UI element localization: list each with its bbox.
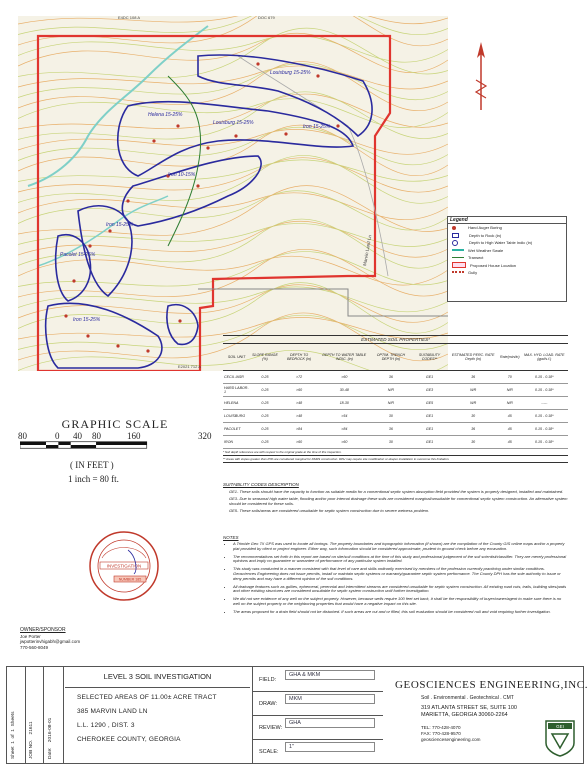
table-cell: N/R — [447, 384, 499, 397]
table-cell: >72 — [280, 371, 319, 384]
legend-item: Proposed House Location — [448, 262, 566, 270]
table-header-row — [223, 344, 568, 371]
boring-point-icon[interactable] — [88, 244, 91, 247]
boring-point-icon[interactable] — [178, 319, 181, 322]
table-cell: 30 — [447, 410, 499, 423]
table-cell: >60 — [318, 436, 370, 449]
title-block — [6, 666, 588, 764]
company-tel: TEL: 770-428-4070 — [421, 725, 461, 730]
table-cell: 30-48 — [318, 384, 370, 397]
table-cell: >60 — [318, 371, 370, 384]
date-value: 2016-08-01 — [48, 717, 53, 743]
table-cell: 0.15 - 0.18* — [521, 410, 568, 423]
code-item: GE1- These soils should have the capacity to function as suitable media for a conventional septic system absorption field provided the system is properly designed, installed and maintained. — [229, 489, 564, 494]
scale-tick-label: 80 — [18, 431, 27, 441]
company-contact — [421, 725, 481, 744]
project-line: 385 MARVIN LAND LN — [77, 708, 148, 715]
scale-tick-label: 40 — [73, 431, 82, 441]
table-cell: HELENA — [223, 397, 250, 410]
review-row: REVIEW: GHA — [253, 715, 383, 740]
map-legend — [447, 216, 567, 302]
soil-scientist-seal — [88, 530, 160, 602]
owner-name: Joe Porter — [20, 633, 41, 639]
scale-tick-label: 160 — [127, 431, 141, 441]
col-header: SUITABILITY CODES** — [412, 344, 448, 371]
soil-label-iron-2: Iron 10-15% — [168, 172, 196, 178]
table-cell: 0-25 — [250, 371, 279, 384]
table-cell: >54 — [318, 410, 370, 423]
map-top-label-2: DOC 679 — [258, 16, 275, 20]
table-cell: IRON — [223, 436, 250, 449]
scale-unit: ( IN FEET ) — [70, 460, 114, 470]
soil-label-iron-1: Iron 15-25% — [303, 124, 331, 130]
table-cell: >84 — [280, 423, 319, 436]
table-row — [223, 371, 568, 384]
table-cell: ----- — [521, 397, 568, 410]
table-cell: 0-25 — [250, 410, 279, 423]
table-cell: 30 — [370, 410, 412, 423]
table-cell: 0.15 - 0.18* — [521, 384, 568, 397]
company-badge-icon — [543, 719, 577, 757]
scale-tick-label: 0 — [55, 431, 60, 441]
code-item: GE5- These soils/areas are considered unsuitable for septic system construction due to severe wetness problem. — [229, 508, 430, 513]
project-line: SELECTED AREAS OF 11.00± ACRE TRACT — [77, 694, 217, 701]
draw-input[interactable]: MKM — [285, 694, 375, 704]
scale-tick-label: 80 — [92, 431, 101, 441]
boring-point-icon[interactable] — [206, 146, 209, 149]
table-caption: ESTIMATED SOIL PROPERTIES* — [223, 335, 568, 344]
table-cell: 0-25 — [250, 397, 279, 410]
legend-item: Transect — [448, 254, 566, 262]
table-cell: N/R — [447, 397, 499, 410]
scale-bar — [20, 440, 215, 450]
field-input[interactable]: GHA & MKM — [285, 670, 375, 680]
table-cell: N/R — [499, 397, 521, 410]
owner-email[interactable]: jwpotterinvhigabh@gmail.com — [20, 639, 81, 644]
boring-point-icon[interactable] — [256, 62, 259, 65]
soil-label-pacolet: Pacolet 15-25% — [60, 252, 96, 258]
signoff-fields — [252, 667, 383, 763]
table-cell: 0.15 - 0.18* — [521, 371, 568, 384]
boring-icon — [452, 226, 456, 230]
scale-tick-label: 320 — [198, 431, 212, 441]
table-cell: 36 — [370, 423, 412, 436]
boring-point-icon[interactable] — [86, 334, 89, 337]
sheet-label: Sheet 1 of 1 Sheets — [11, 711, 16, 759]
boring-point-icon[interactable] — [72, 279, 75, 282]
gully-icon — [452, 271, 464, 275]
table-cell: 30 — [447, 436, 499, 449]
water-table-icon — [452, 240, 458, 246]
graphic-scale-title: GRAPHIC SCALE — [61, 417, 169, 431]
table-cell: 18-30 — [318, 397, 370, 410]
table-row — [223, 397, 568, 410]
scale-row: SCALE: 1" — [253, 739, 383, 763]
boring-point-icon[interactable] — [176, 124, 179, 127]
owner-title: OWNER/SPONSOR — [20, 627, 66, 633]
table-row — [223, 410, 568, 423]
soil-label-helena: Helena 15-25% — [148, 112, 183, 118]
company-name: GEOSCIENCES ENGINEERING,INC. — [395, 679, 588, 691]
table-cell: N/R — [499, 384, 521, 397]
table-cell: 0-25 — [250, 436, 279, 449]
notes-section — [223, 535, 568, 618]
col-header: ESTIMATED PERC. RATE Depth (in) — [447, 344, 499, 371]
company-block — [385, 667, 588, 763]
legend-title: Legend — [448, 217, 566, 224]
owner-sponsor — [20, 628, 80, 650]
transect-icon — [452, 257, 464, 258]
table-cell: 36 — [447, 371, 499, 384]
company-address: 319 ATLANTA STREET SE, SUITE 100 MARIETTA, GEORGIA 30060-2264 — [421, 705, 517, 718]
col-header: SLOPE RANGE (%) — [250, 344, 279, 371]
job-column — [25, 667, 44, 763]
col-header: OPTIM. TRENCH DEPTH (in) — [370, 344, 412, 371]
legend-item: Depth to Rock (in) — [448, 232, 566, 240]
legend-item: Hand Auger Boring — [448, 224, 566, 232]
site-map[interactable] — [18, 16, 448, 371]
table-cell: PACOLET — [223, 423, 250, 436]
date-label: Date: — [48, 747, 53, 759]
table-cell: 70 — [499, 371, 521, 384]
boring-point-icon[interactable] — [126, 199, 129, 202]
table-cell: >60 — [280, 384, 319, 397]
house-icon — [452, 262, 466, 268]
north-arrow-icon — [468, 40, 494, 112]
job-number: 21611 — [29, 721, 34, 735]
company-fax: FAX: 770-428-9570 — [421, 731, 461, 737]
legend-item: Gully — [448, 269, 566, 277]
soil-label-louisburg-2: Louisburg 15-25% — [213, 120, 254, 126]
table-cell: 36 — [370, 371, 412, 384]
table-cell: GE1 — [412, 436, 448, 449]
table-cell: 0-25 — [250, 423, 279, 436]
table-cell: >84 — [318, 423, 370, 436]
note-item: • A Trimble Geo 7X GPS was used to locate all borings. The property boundaries and topographic information (if shown) are the compilation of the County GIS online maps and/or a property plat provided by client or project engineer. Either way, such information should be considered approximate, prudent to ground check before any excavation. — [233, 542, 568, 552]
col-header: DEPTH TO BEDROCK (in) — [280, 344, 319, 371]
badge-text: GEI — [556, 724, 564, 729]
project-line: L.L. 1290 , DIST. 3 — [77, 722, 135, 729]
table-cell: >60 — [280, 436, 319, 449]
soil-label-louisburg-1: Louisburg 15-25% — [270, 70, 311, 76]
table-cell: CECIL IASR — [223, 371, 250, 384]
legend-item: Depth to High Water Table Indic (in) — [448, 239, 566, 247]
owner-phone: 770-560-8049 — [20, 644, 49, 650]
table-cell: 45 — [499, 436, 521, 449]
rock-icon — [452, 233, 459, 238]
sheet-column — [7, 667, 26, 763]
table-cell: GE1 — [412, 410, 448, 423]
col-header: SOIL UNIT — [223, 344, 250, 371]
note-item: • All drainage features such as gullies, ephemeral, perennial and intermittent streams are considered unsuitable for septic system construction. All existing road cuts, trails, building sites/pads and other existing structures are considered unsuitable for septic system construction until further investigation. — [233, 585, 568, 595]
note-item: • The recommendations set forth in this report are based on site/soil conditions at the time of this study and professional judgement of the soil scientist/classifier. They are merely professional opinions and imply no guarantee or warrantee of performance of any particular system installed. — [233, 555, 568, 565]
table-cell: 45 — [499, 423, 521, 436]
soil-label-iron-3: Iron 15-25% — [106, 222, 134, 228]
boring-point-icon[interactable] — [316, 74, 319, 77]
col-header: DEPTH TO WATER TABLE INDIC. (in) — [318, 344, 370, 371]
note-item: • The areas proposed for a drain field should not be disturbed. If such areas are cut and or filled, this soil evaluation should be considered null and void requiring further investigation. — [233, 610, 568, 615]
codes-title: SUITABILITY CODES DESCRIPTION — [223, 482, 299, 487]
col-header: Rate(min/in) — [499, 344, 521, 371]
boring-point-icon[interactable] — [284, 132, 287, 135]
table-cell: HARD LABOR-1 — [223, 384, 250, 397]
col-header: MAX. HYD. LOAD. RATE (gpd/s.f.) — [521, 344, 568, 371]
table-footnote: ** Areas with slopes greater than 25% are considered marginal for DSMS construction. DPH may require site modification or deeper installation to overcome this limitation. — [223, 456, 568, 463]
table-cell: 0.15 - 0.18* — [521, 436, 568, 449]
notes-title: NOTES — [223, 535, 239, 540]
boring-point-icon[interactable] — [64, 314, 67, 317]
seal-number: NUMBER 185 — [118, 577, 142, 582]
soil-properties-table — [223, 335, 568, 463]
report-title: LEVEL 3 SOIL INVESTIGATION — [65, 667, 250, 688]
table-cell: 45 — [499, 410, 521, 423]
table-cell: GE3 — [412, 384, 448, 397]
boring-point-icon[interactable] — [116, 344, 119, 347]
code-item: GE3- Due to seasonal high water table, flooding and/or poor internal drainage these soils are considered marginal/unsuitable for conventional septic system construction. An alternative system should be considered for these soils. — [229, 496, 568, 506]
project-info — [65, 667, 250, 763]
table-cell: 30 — [370, 436, 412, 449]
table-cell: N/R — [370, 397, 412, 410]
table-cell: GE1 — [412, 371, 448, 384]
table-cell: GE5 — [412, 397, 448, 410]
field-row: FIELD: GHA & MKM — [253, 667, 383, 692]
legend-item: Wet Weather Swale — [448, 247, 566, 255]
project-line: CHEROKEE COUNTY, GEORGIA — [77, 736, 181, 743]
note-item: • We did not see evidence of any well on the subject property. However, because wells require 100 feet set back, it shall be the responsibility of buyer/owner/agent to make sure there is no well on the subject property or the neighboring properties that would have a negative impact on this site. — [233, 597, 568, 607]
note-item: • This study was conducted in a manner consistent with that level of care and skills ordinarily exercised by members of the profession currently practicing under similar conditions. Geosciences Engineering does not issue permits, install or maintain septic systems or warranty/guarantee septic system performance. The County DPH has the sole authority to issue or deny permits and may have a different opinion of the soil conditions. — [233, 567, 568, 581]
soil-label-iron-4: Iron 15-25% — [73, 317, 101, 323]
road-label: Marvin Land Ln — [362, 234, 373, 267]
table-cell: >48 — [280, 397, 319, 410]
table-cell: LOUISBURG — [223, 410, 250, 423]
company-tagline: Soil . Environmental . Geotechnical . CMT — [421, 695, 514, 701]
table-footnote: * Soil depth references are with respect to the original grade at the time of this inspection. — [223, 449, 568, 456]
boring-point-icon[interactable] — [234, 134, 237, 137]
review-input[interactable]: GHA — [285, 718, 375, 728]
boring-point-icon[interactable] — [146, 349, 149, 352]
table-cell: N/R — [370, 384, 412, 397]
seal-mid-text: INVESTIGATION — [106, 563, 142, 569]
draw-row: DRAW: MKM — [253, 691, 383, 716]
suitability-codes — [223, 482, 568, 515]
table-cell: GE1 — [412, 423, 448, 436]
table-row — [223, 384, 568, 397]
boring-point-icon[interactable] — [108, 229, 111, 232]
table-cell: >48 — [280, 410, 319, 423]
table-cell: 36 — [447, 423, 499, 436]
map-bottom-label: E2021 712 A — [178, 364, 201, 369]
boring-point-icon[interactable] — [196, 184, 199, 187]
company-website[interactable]: geosciencesengineering.com — [421, 737, 481, 743]
table-row — [223, 423, 568, 436]
swale-icon — [452, 249, 464, 251]
scale-ratio: 1 inch = 80 ft. — [68, 474, 119, 484]
scale-input[interactable]: 1" — [285, 742, 375, 752]
date-column — [43, 667, 64, 763]
table-cell: 0-25 — [250, 384, 279, 397]
table-row — [223, 436, 568, 449]
table-cell: 0.15 - 0.18* — [521, 423, 568, 436]
boring-point-icon[interactable] — [152, 139, 155, 142]
job-label: JOB NO. — [29, 739, 34, 759]
map-top-label-1: E4DC 108 A — [118, 16, 141, 20]
boring-point-icon[interactable] — [336, 124, 339, 127]
